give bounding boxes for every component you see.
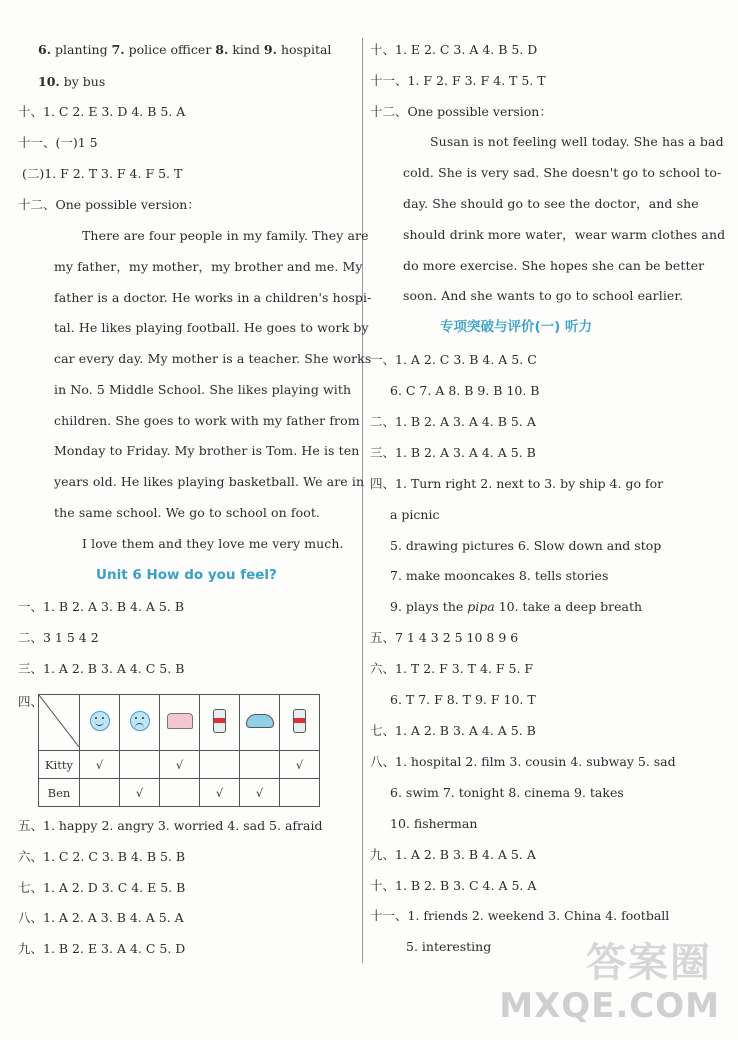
check-cell (200, 751, 240, 779)
essay-line: do more exercise. She hopes she can be better (403, 258, 705, 273)
answer-r12-heading: 十二、One possible version： (370, 104, 552, 119)
feelings-table (38, 694, 320, 807)
essay-line: tal. He likes playing football. He goes to work by (54, 320, 369, 335)
listening-answer-3: 三、1. B 2. A 3. A 4. A 5. B (370, 445, 536, 460)
listening-answer-9: 九、1. A 2. B 3. B 4. A 5. A (370, 847, 536, 862)
chicken-dish-icon (246, 714, 274, 728)
essay-line: I love them and they love me very much. (82, 536, 344, 551)
diagonal-line (39, 695, 79, 747)
essay-line: Monday to Friday. My brother is Tom. He is ten (54, 443, 360, 458)
check-cell: √ (120, 779, 160, 807)
unit6-answer-4-label: 四、 (18, 694, 44, 709)
watermark-url: MXQE.COM (499, 986, 720, 1026)
answer-11-1: 十一、(一)1 5 (18, 135, 98, 150)
listening-answer-4b: a picnic (390, 507, 440, 522)
listening-answer-4e: 9. plays the pipa 10. take a deep breath (390, 599, 643, 614)
answer-11-2: (二)1. F 2. T 3. F 4. F 5. T (22, 166, 183, 181)
essay-line: should drink more water，wear warm clothes and (403, 227, 726, 242)
answer-12-heading: 十二、One possible version： (18, 197, 200, 212)
cake-icon (167, 713, 193, 729)
essay-line: the same school. We go to school on foot. (54, 505, 321, 520)
listening-answer-6: 六、1. T 2. F 3. T 4. F 5. F (370, 661, 534, 676)
unit6-answer-7: 七、1. A 2. D 3. C 4. E 5. B (18, 880, 186, 895)
row-label: Ben (39, 779, 80, 807)
listening-answer-7: 七、1. A 2. B 3. A 4. A 5. B (370, 723, 536, 738)
table-row (39, 779, 320, 807)
check-cell (240, 751, 280, 779)
watermark-logo: 答案圈 (586, 940, 712, 986)
listening-answer-8: 八、1. hospital 2. film 3. cousin 4. subway 5. sad (370, 754, 676, 769)
unit6-answer-3: 三、1. A 2. B 3. A 4. C 5. B (18, 661, 185, 676)
listening-answer-11b: 5. interesting (406, 939, 492, 954)
listening-answer-1b: 6. C 7. A 8. B 9. B 10. B (390, 383, 540, 398)
answer-10: 十、1. C 2. E 3. D 4. B 5. A (18, 104, 186, 119)
table-row (39, 751, 320, 779)
essay-line: children. She goes to work with my father from (54, 413, 360, 428)
listening-answer-1: 一、1. A 2. C 3. B 4. A 5. C (370, 352, 537, 367)
essay-line: years old. He likes playing basketball. We are in (54, 474, 365, 489)
check-cell (120, 751, 160, 779)
essay-line: car every day. My mother is a teacher. She works (54, 351, 372, 366)
unit6-answer-8: 八、1. A 2. A 3. B 4. A 5. A (18, 910, 184, 925)
drink-can-icon (293, 709, 306, 733)
check-cell: √ (280, 751, 320, 779)
essay-line: Susan is not feeling well today. She has a bad (430, 134, 724, 149)
essay-line: There are four people in my family. They are (82, 228, 369, 243)
essay-line: my father，my mother，my brother and me. My (54, 259, 363, 274)
listening-answer-2: 二、1. B 2. A 3. A 4. B 5. A (370, 414, 536, 429)
listening-answer-8b: 6. swim 7. tonight 8. cinema 9. takes (390, 785, 624, 800)
row-label: Kitty (39, 751, 80, 779)
answer-r11: 十一、1. F 2. F 3. F 4. T 5. T (370, 73, 546, 88)
drink-can-icon (213, 709, 226, 733)
section-title: 专项突破与评价(一) 听力 (440, 319, 593, 335)
listening-answer-11: 十一、1. friends 2. weekend 3. China 4. football (370, 908, 670, 923)
answer-r10: 十、1. E 2. C 3. A 4. B 5. D (370, 42, 538, 57)
essay-line: father is a doctor. He works in a children's hospi- (54, 290, 372, 305)
check-cell: √ (160, 751, 200, 779)
unit-title: Unit 6 How do you feel? (96, 567, 277, 583)
essay-line: soon. And she wants to go to school earlier. (403, 288, 684, 303)
essay-line: cold. She is very sad. She doesn't go to school to- (403, 165, 722, 180)
unit6-answer-2: 二、3 1 5 4 2 (18, 630, 99, 645)
check-cell: √ (240, 779, 280, 807)
left-line-2: 10. by bus (38, 74, 106, 89)
column-divider (362, 38, 363, 963)
essay-line: day. She should go to see the doctor，and she (403, 196, 699, 211)
check-cell (280, 779, 320, 807)
listening-answer-4d: 7. make mooncakes 8. tells stories (390, 568, 609, 583)
listening-answer-10: 十、1. B 2. B 3. C 4. A 5. A (370, 878, 537, 893)
listening-answer-8c: 10. fisherman (390, 816, 478, 831)
listening-answer-5: 五、7 1 4 3 2 5 10 8 9 6 (370, 630, 519, 645)
check-cell (80, 779, 120, 807)
listening-answer-4c: 5. drawing pictures 6. Slow down and stop (390, 538, 662, 553)
sad-face-icon (130, 711, 150, 731)
listening-answer-6b: 6. T 7. F 8. T 9. F 10. T (390, 692, 536, 707)
unit6-answer-6: 六、1. C 2. C 3. B 4. B 5. B (18, 849, 186, 864)
table-corner-cell (39, 695, 80, 751)
check-cell: √ (200, 779, 240, 807)
unit6-answer-1: 一、1. B 2. A 3. B 4. A 5. B (18, 599, 185, 614)
unit6-answer-9: 九、1. B 2. E 3. A 4. C 5. D (18, 941, 186, 956)
essay-line: in No. 5 Middle School. She likes playing with (54, 382, 352, 397)
check-cell (160, 779, 200, 807)
listening-answer-4: 四、1. Turn right 2. next to 3. by ship 4. go for (370, 476, 664, 491)
smile-face-icon (90, 711, 110, 731)
check-cell: √ (80, 751, 120, 779)
unit6-answer-5: 五、1. happy 2. angry 3. worried 4. sad 5. afraid (18, 818, 323, 833)
left-line-1: 6. planting 7. police officer 8. kind 9. hospital (38, 42, 332, 57)
